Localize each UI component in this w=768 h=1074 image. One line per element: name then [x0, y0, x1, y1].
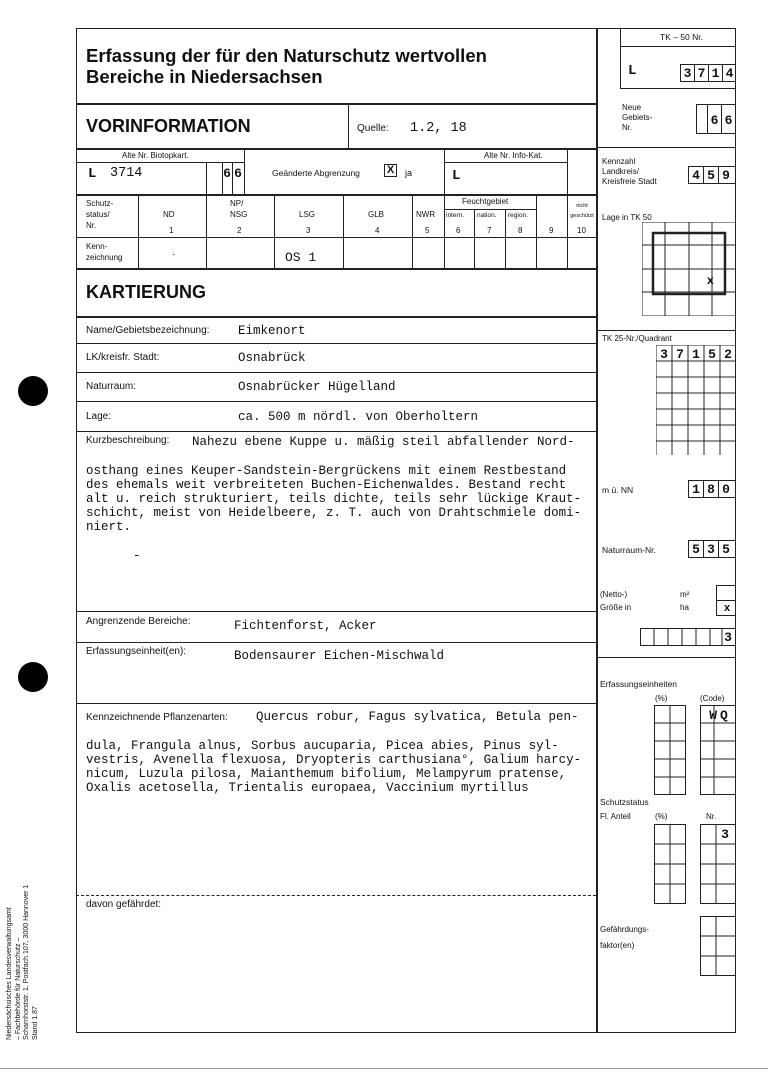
naturraum-value: Osnabrücker Hügelland: [238, 380, 396, 394]
pflanzen-line-4: nicum, Luzula pilosa, Maianthemum bifolium, Melampyrum pratense,: [86, 767, 567, 781]
kurz-line-6: niert.: [86, 520, 132, 534]
biotopkart-digit-1: 6: [223, 166, 231, 181]
tk25-digit-1: 3: [660, 347, 668, 362]
kurz-line-3: des ehemals weit verbreiteten Buchen-Eichenwaldes. Bestand recht: [86, 478, 567, 492]
fl-anteil-label: Fl. Anteil: [600, 812, 631, 821]
lk-label: LK/kreisfr. Stadt:: [86, 352, 160, 363]
naturraum-nr-digit-1: 5: [692, 542, 700, 557]
kurz-line-2: osthang eines Keuper-Sandstein-Bergrückens mit einem Restbestand: [86, 464, 567, 478]
col-nwr: NWR: [416, 210, 436, 219]
tk25-digit-3: 1: [692, 347, 700, 362]
feuchtgebiet-label: Feuchtgebiet: [462, 197, 509, 206]
col-glb-nr: 4: [375, 226, 380, 235]
col-glb: GLB: [368, 210, 385, 219]
lage-tk50-grid: [642, 222, 736, 316]
gefaehrdet-separator: [76, 895, 596, 896]
col-np-nr: 2: [237, 226, 242, 235]
angrenzende-bereiche-label: Angrenzende Bereiche:: [86, 616, 191, 627]
kurz-line-4: alt u. reich strukturiert, teils dichte, teils sehr lückige Kraut-: [86, 492, 582, 506]
gebiets-digit-2: 6: [724, 113, 733, 128]
tk25-digit-2: 7: [676, 347, 684, 362]
kenn-lsg-value: OS 1: [285, 250, 317, 265]
kennzahl-digit-2: 5: [707, 168, 715, 183]
angrenzende-bereiche-value: Fichtenforst, Acker: [234, 619, 377, 633]
naturraum-label: Naturraum:: [86, 381, 137, 392]
col-nicht-geschuetzt: nicht geschützt: [570, 203, 594, 219]
lage-tk50-mark: x: [707, 273, 714, 287]
pflanzen-line-5: Oxalis acetosella, Trientalis europaea, Vaccinium myrtillus: [86, 781, 529, 795]
naturraum-nr-digit-3: 5: [722, 542, 730, 557]
naturraum-nr-digit-2: 3: [707, 542, 715, 557]
groesse-label: Größe in: [600, 603, 632, 612]
schutzstatus-row-label: Schutz- status/ Nr.: [86, 199, 114, 230]
col-nwr-nr: 5: [425, 226, 430, 235]
col-lsg: LSG: [299, 210, 316, 219]
imprint-line-1: Niedersächsisches Landesverwaltungsamt: [6, 907, 13, 1040]
kennzahl-digit-3: 9: [722, 168, 730, 183]
kenn-nd-value: ·: [172, 249, 176, 260]
gebiets-digit-1: 6: [710, 113, 719, 128]
neue-gebiets-nr-label: Neue Gebiets- Nr.: [622, 103, 653, 132]
mnn-label: m ü. NN: [602, 485, 634, 495]
vorinformation-heading: VORINFORMATION: [86, 116, 251, 136]
pflanzen-line-3: vestris, Avenella flexuosa, Dryopteris carthusiana°, Galium harcy-: [86, 753, 582, 767]
davon-gefaehrdet-label: davon gefährdet:: [86, 899, 162, 910]
schutz-pct-grid: [654, 824, 686, 904]
publisher-imprint: [6, 810, 40, 1040]
lk-value: Osnabrück: [238, 351, 306, 365]
col-nd: ND: [163, 210, 175, 219]
fl-pct-label: (%): [655, 812, 668, 821]
punch-hole-top: [18, 376, 48, 406]
col-region-nr: 8: [518, 226, 523, 235]
lage-value: ca. 500 m nördl. von Oberholtern: [238, 410, 479, 424]
col-10-nr: 10: [577, 226, 586, 235]
imprint-line-3: Scharnhorststr. 1, Postfach 107, 3000 Hannover 1: [23, 884, 30, 1040]
mnn-digit-2: 8: [707, 482, 715, 497]
schutzstatus-label: Schutzstatus: [600, 797, 649, 807]
pflanzen-line-2: dula, Frangula alnus, Sorbus aucuparia, Picea abies, Pinus syl-: [86, 739, 559, 753]
kartierung-heading: KARTIERUNG: [86, 282, 206, 302]
kurz-line-5: schicht, meist von Heidelbeere, z. T. auch von Drahtschmiele domi-: [86, 506, 582, 520]
erfassungseinheit-label: Erfassungseinheit(en):: [86, 646, 187, 657]
kennzahl-label: Kennzahl Landkreis/ Kreisfreie Stadt: [602, 157, 657, 186]
m2-label: m²: [680, 590, 690, 599]
schutz-nr-value: 3: [721, 827, 729, 842]
col-intern: intern.: [446, 212, 465, 219]
imprint-line-4: Stand 1.87: [31, 1006, 39, 1040]
mnn-digit-1: 1: [692, 482, 700, 497]
kennzahl-digit-1: 4: [692, 168, 700, 183]
erfassung-pct-grid: [654, 705, 686, 795]
pflanzenarten-label: Kennzeichnende Pflanzenarten:: [86, 712, 228, 723]
nr-label: Nr.: [706, 812, 717, 821]
col-nation: nation.: [477, 212, 497, 219]
biotopkart-value: 3714: [110, 166, 143, 181]
pflanzenarten-line-1: Quercus robur, Fagus sylvatica, Betula pen-: [256, 710, 579, 724]
quelle-value: 1.2, 18: [410, 121, 467, 136]
groesse-last-digit: 3: [724, 630, 732, 645]
alte-nr-info-kat-label: Alte Nr. Info-Kat.: [484, 151, 543, 160]
pct-label: (%): [655, 694, 668, 703]
tk50-label: TK – 50 Nr.: [660, 32, 703, 42]
tk50-digit-3: 1: [711, 66, 720, 81]
erfassungseinheit-value: Bodensaurer Eichen-Mischwald: [234, 649, 445, 663]
ja-label: ja: [405, 168, 413, 178]
name-value: Eimkenort: [238, 324, 306, 338]
code-label: (Code): [700, 694, 725, 703]
form-title-line-1: Erfassung der für den Naturschutz wertvollen: [86, 45, 487, 66]
tk25-digit-5: 2: [724, 347, 732, 362]
geaenderte-abgrenzung-checkbox[interactable]: X: [384, 164, 397, 177]
mnn-digit-3: 0: [722, 482, 730, 497]
col-nd-nr: 1: [169, 226, 174, 235]
col-intern-nr: 6: [456, 226, 461, 235]
kennzeichnung-label: Kenn- zeichnung: [86, 242, 123, 262]
kurzbeschreibung-text: [86, 450, 581, 548]
tk50-digit-2: 7: [697, 66, 706, 81]
ha-mark: x: [724, 602, 731, 614]
lage-tk50-label: Lage in TK 50: [602, 213, 652, 222]
info-kat-value: L: [452, 168, 461, 184]
tk50-digit-4: 4: [725, 66, 734, 81]
netto-label: (Netto-): [600, 590, 628, 599]
tk25-label: TK 25-Nr./Quadrant: [602, 334, 672, 343]
col-9-nr: 9: [549, 226, 554, 235]
biotopkart-digit-2: 6: [234, 166, 242, 181]
unit-m2-box[interactable]: [716, 585, 736, 601]
name-label: Name/Gebietsbezeichnung:: [86, 325, 210, 336]
pflanzenarten-text: [86, 725, 581, 809]
tk50-digit-1: 3: [683, 66, 692, 81]
kurz-dash: -: [133, 549, 141, 563]
geaenderte-abgrenzung-label: Geänderte Abgrenzung: [272, 168, 360, 178]
form-title-line-2: Bereiche in Niedersachsen: [86, 66, 323, 87]
alte-nr-biotopkart-label: Alte Nr. Biotopkart.: [122, 151, 189, 160]
tk50-l: L: [628, 63, 637, 79]
ha-label: ha: [680, 603, 689, 612]
col-lsg-nr: 3: [306, 226, 311, 235]
imprint-line-2: – Fachbehörde für Naturschutz –: [14, 937, 22, 1040]
naturraum-nr-label: Naturraum-Nr.: [602, 545, 656, 555]
erfassungseinheiten-label: Erfassungseinheiten: [600, 679, 678, 689]
quelle-label: Quelle:: [357, 123, 389, 134]
kurzbeschreibung-label: Kurzbeschreibung:: [86, 435, 170, 446]
punch-hole-bottom: [18, 662, 48, 692]
erfassung-code-value: WQ: [709, 708, 731, 723]
col-np-nsg: NP/ NSG: [230, 199, 248, 219]
gefaehrdung-grid: [700, 916, 736, 976]
col-region: region.: [508, 212, 528, 219]
tk25-digit-4: 5: [708, 347, 716, 362]
kurzbeschreibung-line-1: Nahezu ebene Kuppe u. mäßig steil abfallender Nord-: [192, 435, 575, 449]
biotopkart-l: L: [88, 166, 97, 182]
col-nation-nr: 7: [487, 226, 492, 235]
gefaehrdung-label: Gefährdungs- faktor(en): [600, 925, 649, 950]
lage-label: Lage:: [86, 411, 112, 422]
